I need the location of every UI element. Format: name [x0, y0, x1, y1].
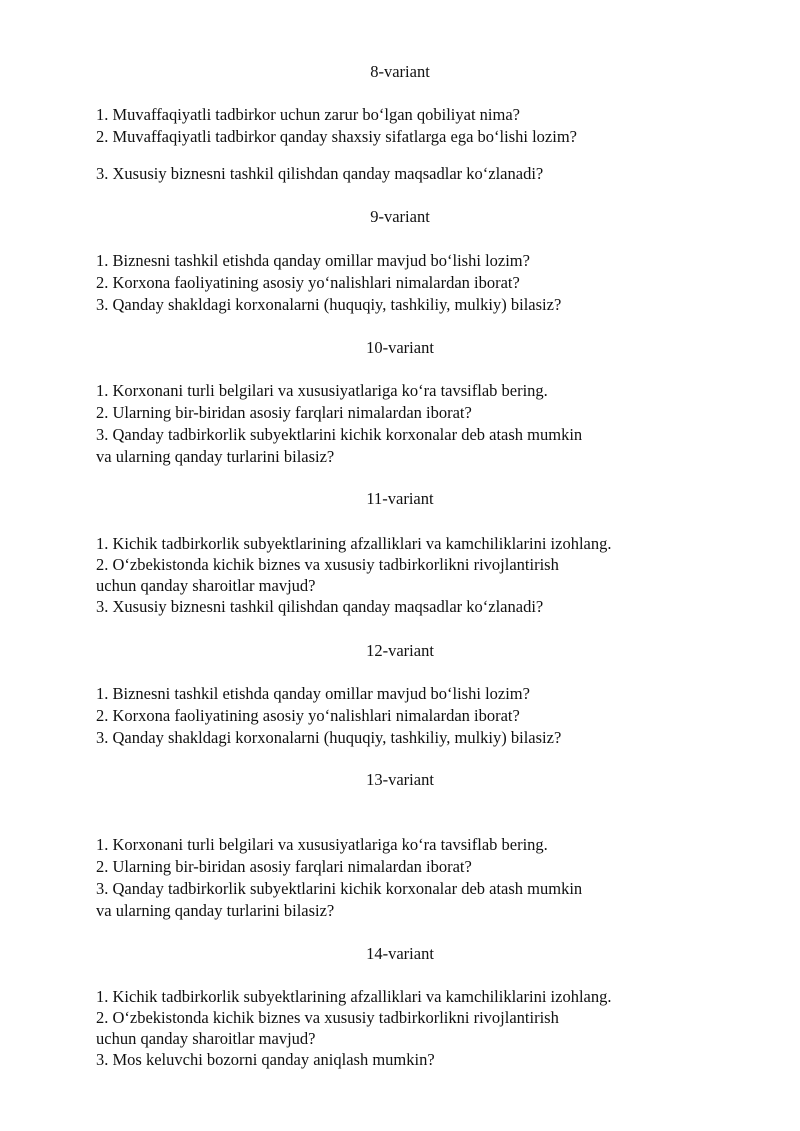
- question-line: 3. Qanday tadbirkorlik subyektlarini kichik korxonalar deb atash mumkin: [96, 879, 583, 898]
- question-line: 2. Ularning bir-biridan asosiy farqlari nimalardan iborat?: [96, 403, 472, 422]
- section-heading: 12-variant: [366, 641, 434, 660]
- question-line: 1. Kichik tadbirkorlik subyektlarining afzalliklari va kamchiliklarini izohlang.: [96, 534, 612, 553]
- question-line: va ularning qanday turlarini bilasiz?: [96, 447, 335, 466]
- question-line: 1. Korxonani turli belgilari va xususiyatlariga ko‘ra tavsiflab bering.: [96, 381, 548, 400]
- question-line: 1. Korxonani turli belgilari va xususiyatlariga ko‘ra tavsiflab bering.: [96, 835, 548, 854]
- question-line: 1. Kichik tadbirkorlik subyektlarining afzalliklari va kamchiliklarini izohlang.: [96, 987, 612, 1006]
- question-line: 1. Biznesni tashkil etishda qanday omillar mavjud bo‘lishi lozim?: [96, 684, 530, 703]
- question-line: uchun qanday sharoitlar mavjud?: [96, 1029, 316, 1048]
- question-line: va ularning qanday turlarini bilasiz?: [96, 901, 335, 920]
- section-heading: 14-variant: [366, 944, 434, 963]
- section-heading: 10-variant: [366, 338, 434, 357]
- section-heading: 8-variant: [370, 62, 430, 81]
- question-line: 3. Qanday shakldagi korxonalarni (huquqiy, tashkiliy, mulkiy) bilasiz?: [96, 728, 562, 747]
- question-line: 2. Ularning bir-biridan asosiy farqlari nimalardan iborat?: [96, 857, 472, 876]
- question-line: 2. Korxona faoliyatining asosiy yo‘nalishlari nimalardan iborat?: [96, 273, 520, 292]
- section-heading: 13-variant: [366, 770, 434, 789]
- question-line: 3. Xususiy biznesni tashkil qilishdan qanday maqsadlar ko‘zlanadi?: [96, 164, 544, 183]
- question-line: 2. Korxona faoliyatining asosiy yo‘nalishlari nimalardan iborat?: [96, 706, 520, 725]
- question-line: 1. Biznesni tashkil etishda qanday omillar mavjud bo‘lishi lozim?: [96, 251, 530, 270]
- question-line: 3. Qanday tadbirkorlik subyektlarini kichik korxonalar deb atash mumkin: [96, 425, 583, 444]
- section-heading: 9-variant: [370, 207, 430, 226]
- question-line: 2. O‘zbekistonda kichik biznes va xususiy tadbirkorlikni rivojlantirish: [96, 555, 559, 574]
- question-line: 2. Muvaffaqiyatli tadbirkor qanday shaxsiy sifatlarga ega bo‘lishi lozim?: [96, 127, 577, 146]
- question-line: 3. Mos keluvchi bozorni qanday aniqlash mumkin?: [96, 1050, 435, 1069]
- section-heading: 11-variant: [366, 489, 434, 508]
- question-line: 2. O‘zbekistonda kichik biznes va xususiy tadbirkorlikni rivojlantirish: [96, 1008, 559, 1027]
- question-line: 1. Muvaffaqiyatli tadbirkor uchun zarur bo‘lgan qobiliyat nima?: [96, 105, 520, 124]
- question-line: 3. Xususiy biznesni tashkil qilishdan qanday maqsadlar ko‘zlanadi?: [96, 597, 544, 616]
- question-line: uchun qanday sharoitlar mavjud?: [96, 576, 316, 595]
- question-line: 3. Qanday shakldagi korxonalarni (huquqiy, tashkiliy, mulkiy) bilasiz?: [96, 295, 562, 314]
